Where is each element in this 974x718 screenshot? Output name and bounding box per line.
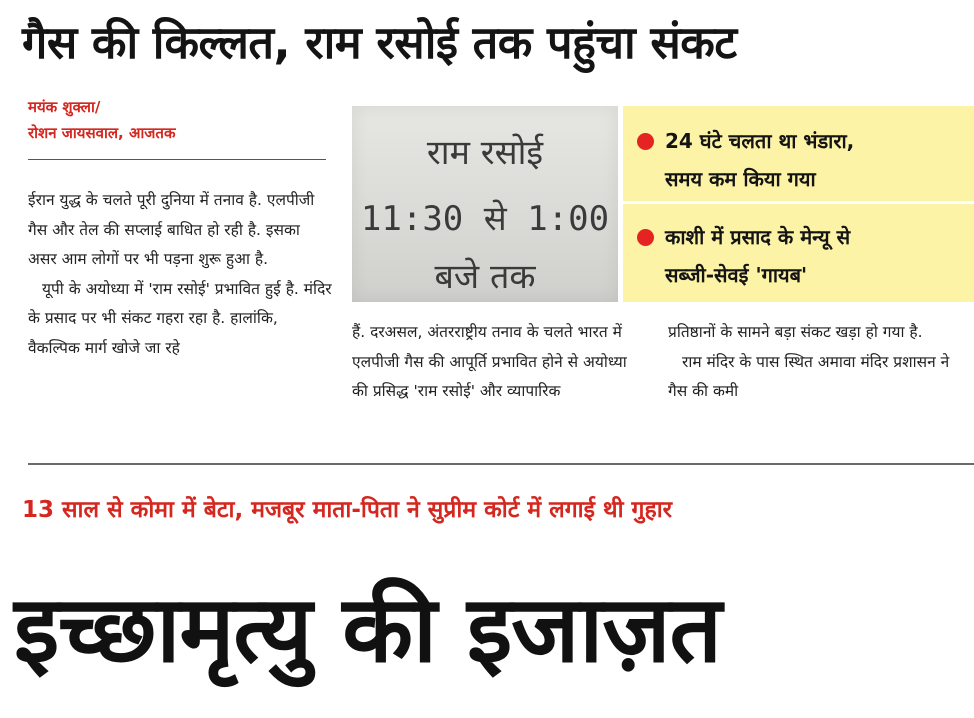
column2-paragraph-1: हैं. दरअसल, अंतरराष्ट्रीय तनाव के चलते भारत में एलपीजी गैस की आपूर्ति प्रभावित होने से अयोध्या की प्रसिद्ध 'राम रसोई' और व्यापारिक bbox=[352, 323, 627, 400]
highlight-line: समय कम किया गया bbox=[665, 167, 816, 191]
photo-sign-until: बजे तक bbox=[434, 257, 536, 297]
byline-author-2: रोशन जायसवाल, आजतक bbox=[28, 124, 176, 142]
highlight-line: काशी में प्रसाद के मेन्यू से bbox=[665, 225, 851, 249]
byline-author-1: मयंक शुक्ला/ bbox=[28, 98, 101, 116]
highlight-text bbox=[665, 218, 974, 294]
photo-sign-title: राम रसोई bbox=[426, 133, 544, 173]
highlight-line: सब्जी-सेवई 'गायब' bbox=[665, 263, 808, 287]
article-column-2 bbox=[352, 318, 628, 407]
ram-rasoi-sign-photo bbox=[352, 106, 618, 302]
column1-paragraph-1: ईरान युद्ध के चलते पूरी दुनिया में तनाव है. एलपीजी गैस और तेल की सप्लाई बाधित हो रही है. इसका असर आम लोगों पर भी पड़ना शुरू हुआ है. bbox=[28, 191, 315, 268]
column3-paragraph-2: राम मंदिर के पास स्थित अमावा मंदिर प्रशासन ने गैस की कमी bbox=[668, 352, 950, 400]
main-headline: गैस की किल्लत, राम रसोई तक पहुंचा संकट bbox=[22, 16, 737, 69]
article-column-3 bbox=[668, 318, 968, 407]
article-column-1 bbox=[28, 186, 332, 363]
highlights-box bbox=[623, 106, 974, 302]
highlight-divider bbox=[623, 201, 974, 204]
highlight-text bbox=[665, 122, 974, 198]
column3-paragraph-1: प्रतिष्ठानों के सामने बड़ा संकट खड़ा हो गया है. bbox=[668, 323, 923, 341]
red-bullet-icon bbox=[637, 133, 654, 150]
byline-divider bbox=[28, 159, 326, 160]
story-divider bbox=[28, 463, 974, 465]
second-story-subhead: 13 साल से कोमा में बेटा, मजबूर माता-पिता ने सुप्रीम कोर्ट में लगाई थी गुहार bbox=[22, 497, 673, 523]
highlight-line: 24 घंटे चलता था भंडारा, bbox=[665, 129, 855, 153]
byline bbox=[28, 94, 328, 146]
second-story-headline: इच्छामृत्यु की इजाज़त bbox=[14, 576, 721, 683]
red-bullet-icon bbox=[637, 229, 654, 246]
column1-paragraph-2: यूपी के अयोध्या में 'राम रसोई' प्रभावित हुई है. मंदिर के प्रसाद पर भी संकट गहरा रहा है. हालांकि, वैकल्पिक मार्ग खोजे जा रहे bbox=[28, 279, 332, 357]
photo-sign-time: 11:30 से 1:00 bbox=[360, 199, 610, 239]
